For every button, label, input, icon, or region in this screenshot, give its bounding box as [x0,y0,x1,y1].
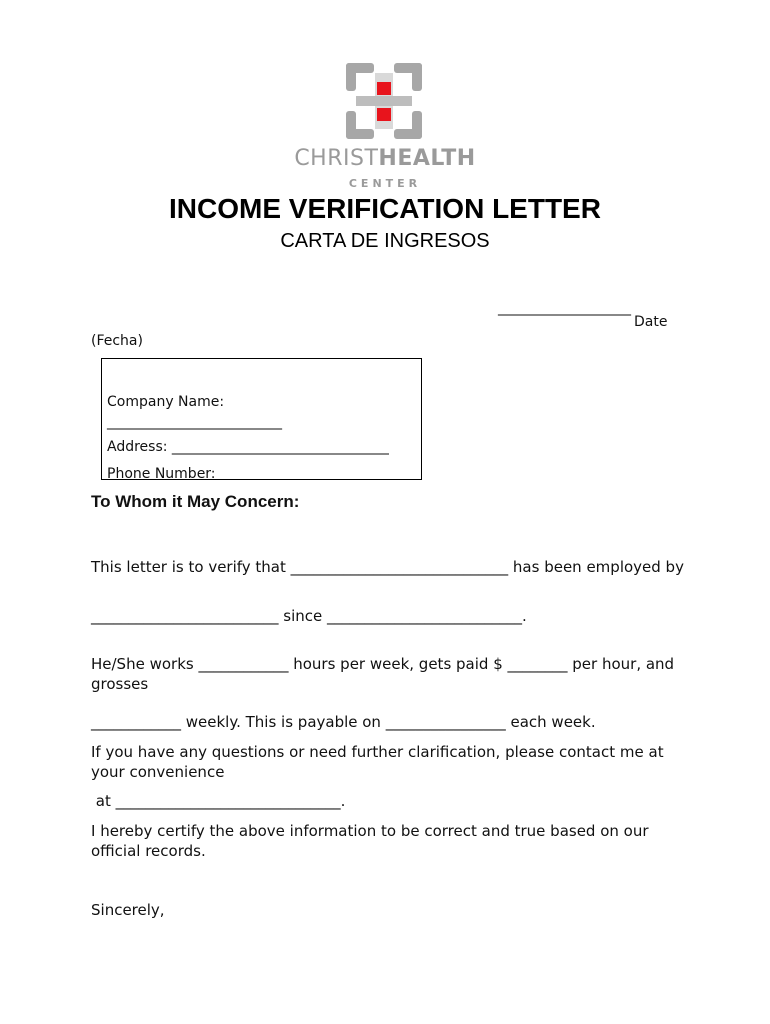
page-subtitle: CARTA DE INGRESOS [280,230,490,252]
brand-subtitle: CENTER [348,177,422,190]
paragraph-questions: If you have any questions or need further clarification, please contact me at your convenience [91,743,664,781]
paragraph-certify: I hereby certify the above information to be correct and true based on our official records. [91,822,649,860]
phone-number-field[interactable]: Phone Number: [107,466,216,480]
company-info-box [101,358,422,480]
paragraph-employer-since: _________________________ since __________________________. [91,607,527,625]
greeting: To Whom it May Concern: [91,492,300,511]
paragraph-employment: This letter is to verify that _____________________________ has been employed by [91,558,684,576]
company-name-label: Company Name: [107,394,225,410]
brand-name [0,146,770,171]
paragraph-contact: at ______________________________. [91,792,346,810]
date-line[interactable]: ___________________ [498,300,631,316]
company-name-line[interactable]: _________________________ [107,414,282,430]
cross-logo-icon [346,63,422,139]
page-title: INCOME VERIFICATION LETTER [169,193,601,224]
fecha-label: (Fecha) [91,333,143,349]
closing-sincerely: Sincerely, [91,901,165,919]
address-field[interactable]: Address: _______________________________ [107,439,389,455]
brand-name-light: CHRIST [294,146,379,171]
date-label: Date [634,314,668,330]
paragraph-hours-pay: He/She works ____________ hours per week, gets paid $ ________ per hour, and grosses [91,655,675,693]
paragraph-weekly: ____________ weekly. This is payable on ________________ each week. [91,713,596,731]
brand-name-bold: HEALTH [378,146,476,171]
